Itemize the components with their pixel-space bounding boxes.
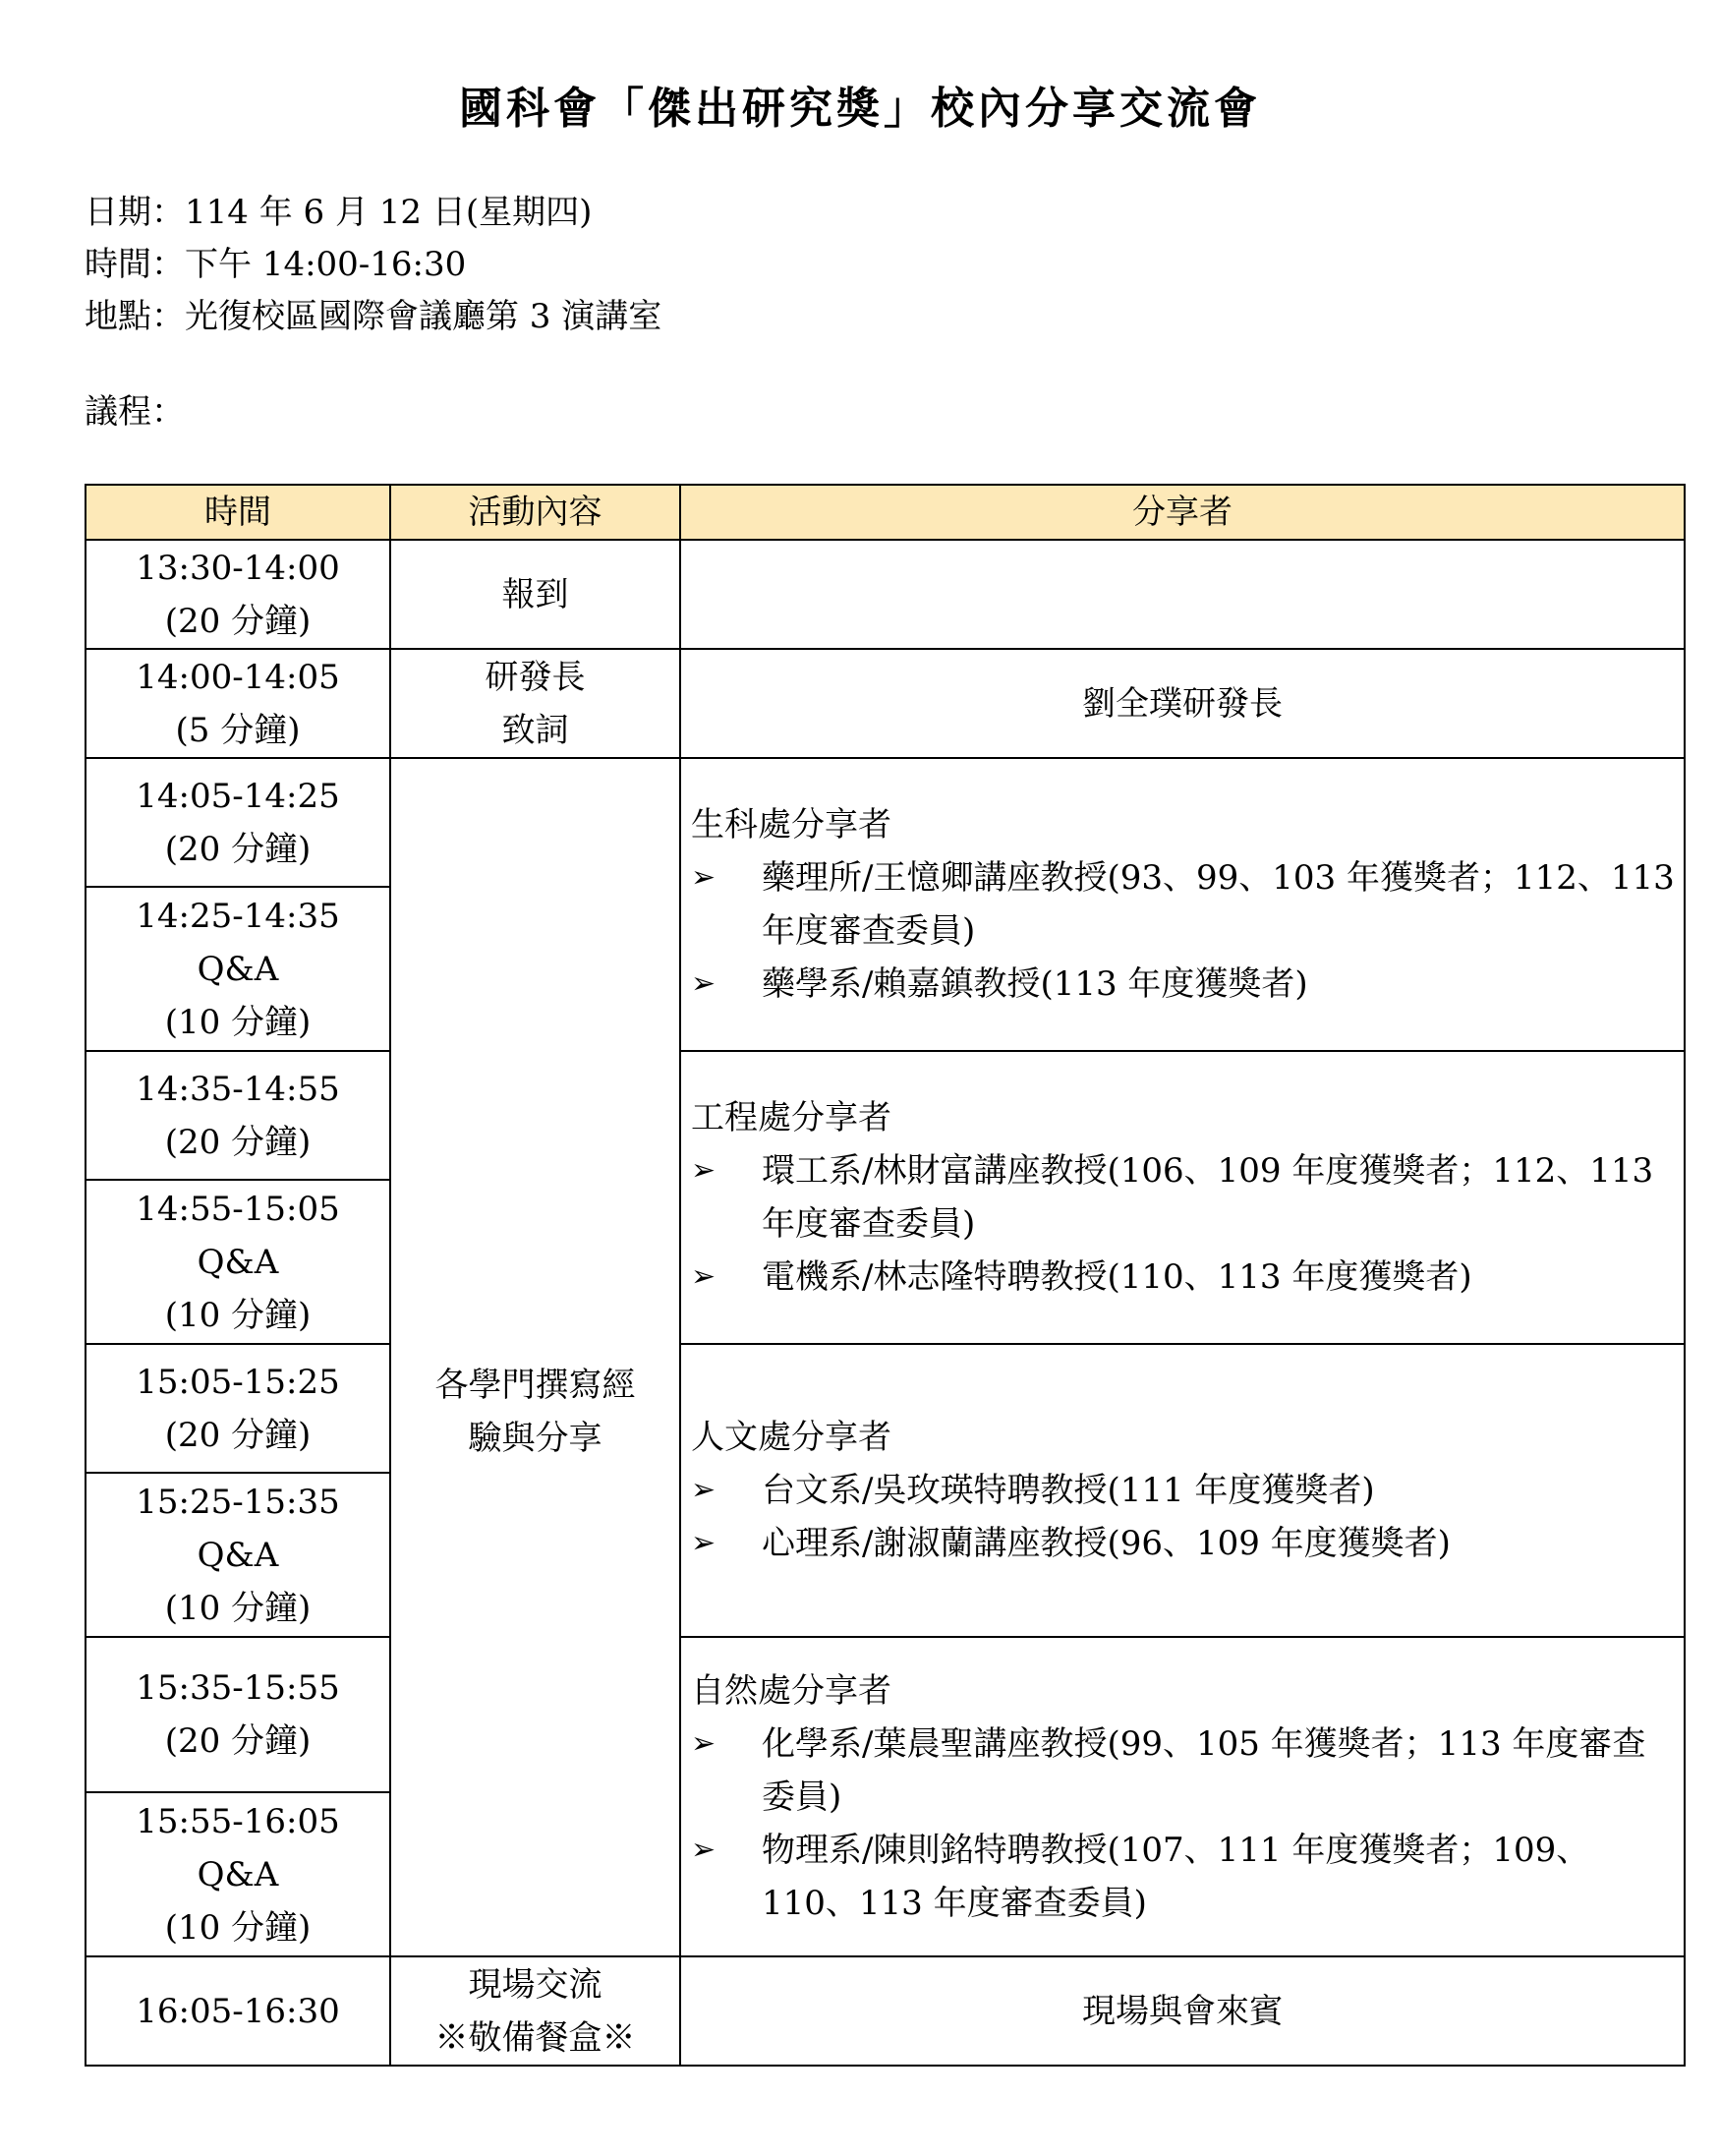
speaker-entry: 環工系/林財富講座教授(106、109 年度獲獎者；112、113 年度審查委員) [762, 1151, 1654, 1244]
speaker-entry: 化學系/葉晨聖講座教授(99、105 年獲獎者；113 年度審查委員) [762, 1723, 1646, 1817]
time-range: 15:25-15:35 [136, 1482, 340, 1522]
list-item [691, 1144, 1684, 1251]
header-speaker: 分享者 [680, 485, 1685, 540]
table-header-row [86, 485, 1685, 540]
qa-label: Q&A [197, 1242, 279, 1282]
arrow-bullet-icon: ➢ [691, 1725, 717, 1761]
arrow-bullet-icon: ➢ [691, 1526, 717, 1560]
duration: (20 分鐘) [164, 1721, 312, 1761]
time-cell [86, 1637, 390, 1792]
time-range: 14:00-14:05 [136, 657, 340, 697]
time-cell: 16:05-16:30 [86, 1956, 390, 2066]
info-date: 日期：114 年 6 月 12 日(星期四) [85, 193, 593, 232]
speaker-entry: 台文系/吳玫瑛特聘教授(111 年度獲獎者) [762, 1471, 1375, 1510]
speaker-cell: 劉全璞研發長 [680, 649, 1685, 758]
speaker-entry: 藥理所/王憶卿講座教授(93、99、103 年獲獎者；112、113 年度審查委員) [762, 858, 1675, 951]
qa-label: Q&A [197, 949, 279, 989]
arrow-bullet-icon: ➢ [691, 1153, 717, 1188]
duration: (10 分鐘) [164, 1588, 312, 1628]
group-title: 生科處分享者 [691, 805, 891, 845]
speaker-entry: 物理系/陳則銘特聘教授(107、111 年度獲獎者；109、110、113 年度審查委員) [762, 1830, 1590, 1923]
header-time: 時間 [86, 485, 390, 540]
time-range: 14:25-14:35 [136, 896, 340, 936]
activity-cell [390, 1956, 680, 2066]
activity-line: 致詞 [501, 710, 569, 750]
arrow-bullet-icon: ➢ [691, 966, 717, 1001]
arrow-bullet-icon: ➢ [691, 1473, 717, 1507]
time-cell [86, 887, 390, 1051]
time-cell [86, 1473, 390, 1637]
agenda-table [85, 484, 1686, 2067]
activity-line: 現場交流 [468, 1964, 602, 2005]
time-range: 15:55-16:05 [136, 1801, 340, 1841]
time-range: 15:35-15:55 [136, 1668, 340, 1708]
group-title: 自然處分享者 [691, 1670, 891, 1711]
activity-line: 各學門撰寫經 [434, 1365, 636, 1405]
page-title: 國科會「傑出研究獎」校內分享交流會 [459, 84, 1261, 134]
list-item [691, 851, 1684, 958]
list-item [691, 1824, 1684, 1930]
list-item [691, 1464, 1684, 1517]
arrow-bullet-icon: ➢ [691, 1259, 717, 1294]
time-cell [86, 1051, 390, 1180]
time-cell [86, 758, 390, 887]
duration: (20 分鐘) [164, 1122, 312, 1162]
duration: (20 分鐘) [164, 829, 312, 869]
header-activity: 活動內容 [390, 485, 680, 540]
qa-label: Q&A [197, 1854, 279, 1894]
activity-cell [390, 649, 680, 758]
table-row [86, 1051, 1685, 1180]
list-item [691, 1718, 1684, 1824]
speaker-entry: 電機系/林志隆特聘教授(110、113 年度獲獎者) [762, 1257, 1472, 1297]
time-range: 15:05-15:25 [136, 1362, 340, 1402]
speaker-group-natural-sciences [680, 1637, 1685, 1956]
speaker-group-biology [680, 758, 1685, 1051]
group-title: 人文處分享者 [691, 1418, 891, 1457]
time-cell [86, 1344, 390, 1473]
speaker-group-engineering [680, 1051, 1685, 1344]
arrow-bullet-icon: ➢ [691, 1832, 717, 1867]
table-row [86, 540, 1685, 649]
time-cell [86, 1180, 390, 1344]
duration: (10 分鐘) [164, 1295, 312, 1335]
qa-label: Q&A [197, 1535, 279, 1575]
time-range: 13:30-14:00 [136, 548, 340, 588]
speaker-entry: 藥學系/賴嘉鎮教授(113 年度獲獎者) [762, 964, 1308, 1004]
duration: (10 分鐘) [164, 1907, 312, 1948]
duration: (5 分鐘) [175, 710, 301, 750]
table-row [86, 1637, 1685, 1792]
info-place: 地點：光復校區國際會議廳第 3 演講室 [85, 297, 662, 336]
time-range: 14:55-15:05 [136, 1189, 340, 1229]
duration: (20 分鐘) [164, 1415, 312, 1455]
time-cell [86, 649, 390, 758]
table-row [86, 1344, 1685, 1473]
activity-line: ※敬備餐盒※ [434, 2017, 636, 2058]
duration: (10 分鐘) [164, 1002, 312, 1042]
speaker-cell [680, 540, 1685, 649]
arrow-bullet-icon: ➢ [691, 860, 717, 895]
list-item [691, 1517, 1684, 1570]
time-cell [86, 540, 390, 649]
merged-activity-cell [390, 758, 680, 1956]
activity-line: 研發長 [485, 657, 586, 697]
list-item [691, 1251, 1684, 1304]
info-time: 時間：下午 14:00-16:30 [85, 245, 467, 284]
table-row [86, 758, 1685, 887]
speaker-entry: 心理系/謝淑蘭講座教授(96、109 年度獲獎者) [762, 1524, 1451, 1563]
speaker-cell: 現場與會來賓 [680, 1956, 1685, 2066]
duration: (20 分鐘) [164, 601, 312, 641]
list-item [691, 958, 1684, 1011]
time-cell [86, 1792, 390, 1956]
activity-cell: 報到 [390, 540, 680, 649]
time-range: 14:05-14:25 [136, 776, 340, 816]
group-title: 工程處分享者 [691, 1098, 891, 1137]
time-range: 14:35-14:55 [136, 1069, 340, 1109]
speaker-group-humanities [680, 1344, 1685, 1637]
table-row [86, 1956, 1685, 2066]
table-row [86, 649, 1685, 758]
agenda-label: 議程： [85, 392, 185, 432]
activity-line: 驗與分享 [468, 1418, 602, 1458]
